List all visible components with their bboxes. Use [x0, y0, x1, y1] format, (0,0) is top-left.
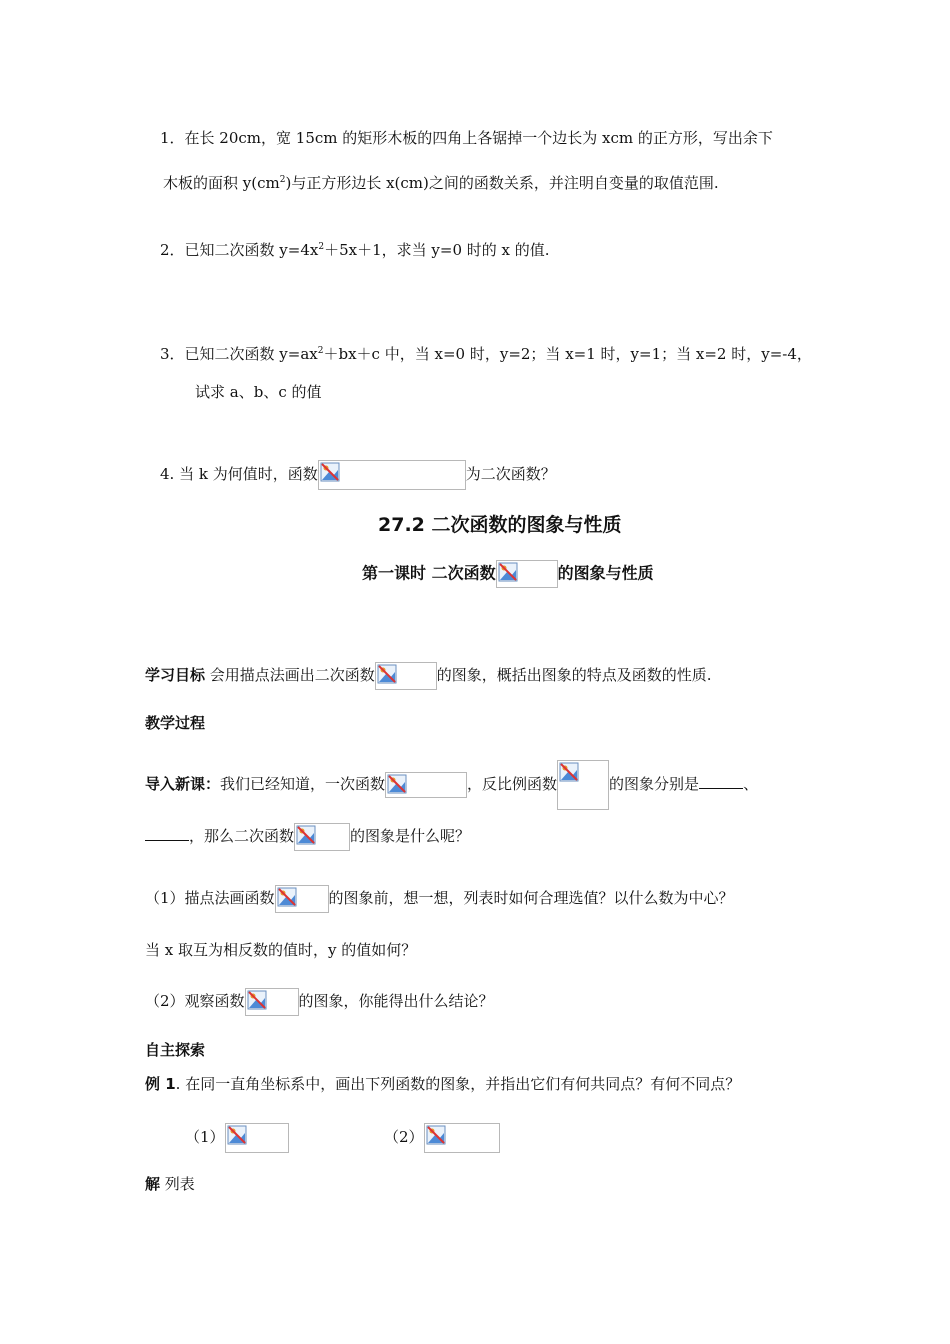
question-1-text-b: )与正方形边长 x(cm)之间的函数关系，并注明自变量的取值范围. — [285, 174, 719, 192]
intro-line-2 — [145, 823, 470, 851]
section-title — [378, 510, 622, 537]
broken-image-icon — [296, 825, 316, 845]
lesson-title — [362, 560, 654, 588]
question-2 — [160, 237, 550, 260]
question-3-text-b: ＋bx＋c 中，当 x=0 时，y=2；当 x=1 时，y=1；当 x=2 时，y=-4， — [323, 345, 812, 363]
question-1-line-1 — [160, 128, 773, 148]
solution-label: 解 — [145, 1175, 161, 1193]
broken-image-icon — [320, 462, 340, 482]
step-1-text-a: （1）描点法画函数 — [145, 889, 275, 907]
formula-image-placeholder — [375, 662, 437, 690]
question-4-text-a: 4. 当 k 为何值时，函数 — [160, 465, 318, 483]
objective-text-a: 会用描点法画出二次函数 — [205, 666, 375, 684]
example-part-1 — [185, 1123, 289, 1153]
question-2-text-a: 2．已知二次函数 y=4x — [160, 241, 319, 259]
process-heading-text: 教学过程 — [145, 714, 206, 732]
broken-image-icon — [426, 1125, 446, 1145]
example-1 — [145, 1074, 740, 1094]
intro-text-a: 我们已经知道，一次函数 — [220, 775, 386, 793]
formula-image-placeholder — [294, 823, 350, 851]
broken-image-icon — [498, 562, 518, 582]
formula-image-placeholder — [385, 772, 467, 798]
step-1-line-2 — [145, 940, 416, 960]
question-3-line-2 — [195, 382, 321, 402]
step-1-text-line2: 当 x 取互为相反数的值时，y 的值如何？ — [145, 941, 417, 959]
superscript: 2 — [318, 242, 325, 252]
part-2-label: （2） — [384, 1128, 424, 1146]
objective-text-b: 的图象，概括出图象的特点及函数的性质. — [436, 666, 712, 684]
intro-label: 导入新课： — [145, 775, 221, 793]
fill-in-blank[interactable] — [699, 774, 743, 789]
intro-text-e: ，那么二次函数 — [189, 827, 295, 845]
lesson-title-text-b: 的图象与性质 — [557, 563, 654, 583]
fill-in-blank[interactable] — [145, 826, 189, 841]
broken-image-icon — [277, 887, 297, 907]
solution — [145, 1174, 195, 1194]
formula-image-placeholder — [245, 988, 299, 1016]
broken-image-icon — [559, 762, 579, 782]
formula-image-placeholder — [424, 1123, 500, 1153]
intro-text-d: 、 — [743, 775, 759, 793]
superscript: 2 — [317, 346, 324, 356]
objective-label: 学习目标 — [145, 666, 206, 684]
formula-image-placeholder — [225, 1123, 289, 1153]
intro-text-b: ，反比例函数 — [467, 775, 558, 793]
step-1-text-b: 的图象前，想一想，列表时如何合理选值？以什么数为中心？ — [328, 889, 734, 907]
lesson-title-text-a: 第一课时 二次函数 — [362, 563, 496, 583]
step-2-text-a: （2）观察函数 — [145, 992, 245, 1010]
broken-image-icon — [247, 990, 267, 1010]
intro-text-f: 的图象是什么呢？ — [350, 827, 471, 845]
part-1-label: （1） — [185, 1128, 225, 1146]
step-2 — [145, 988, 494, 1016]
formula-image-placeholder — [496, 560, 558, 588]
example-part-2 — [384, 1123, 500, 1153]
process-heading — [145, 713, 205, 733]
question-3-text-a: 3．已知二次函数 y=ax — [160, 345, 318, 363]
solution-text: 列表 — [160, 1175, 195, 1193]
broken-image-icon — [377, 664, 397, 684]
question-1-text-a: 木板的面积 y(cm — [163, 174, 280, 192]
broken-image-icon — [227, 1125, 247, 1145]
intro-line-1 — [145, 760, 758, 810]
explore-heading-text: 自主探索 — [145, 1041, 206, 1059]
formula-image-placeholder — [275, 885, 329, 913]
step-1-line-1 — [145, 885, 734, 913]
section-title-text: 27.2 二次函数的图象与性质 — [378, 514, 622, 536]
question-3-line-1 — [160, 341, 812, 364]
question-3-text-line2: 试求 a、b、c 的值 — [195, 383, 322, 401]
superscript: 2 — [279, 175, 286, 185]
step-2-text-b: 的图象，你能得出什么结论？ — [298, 992, 494, 1010]
question-1-text: 1．在长 20cm，宽 15cm 的矩形木板的四角上各锯掉一个边长为 xcm 的正方形，写出余下 — [160, 129, 773, 147]
question-2-text-b: ＋5x＋1，求当 y=0 时的 x 的值. — [324, 241, 550, 259]
example-1-text: . 在同一直角坐标系中，画出下列函数的图象，并指出它们有何共同点？有何不同点？ — [175, 1075, 741, 1093]
formula-image-placeholder — [557, 760, 609, 810]
intro-text-c: 的图象分别是 — [609, 775, 700, 793]
explore-heading — [145, 1040, 205, 1060]
formula-image-placeholder — [318, 460, 466, 490]
broken-image-icon — [387, 774, 407, 794]
question-4 — [160, 460, 556, 490]
question-1-line-2 — [163, 170, 719, 193]
example-label: 例 1 — [145, 1075, 176, 1093]
learning-objective — [145, 662, 712, 690]
question-4-text-b: 为二次函数？ — [465, 465, 556, 483]
